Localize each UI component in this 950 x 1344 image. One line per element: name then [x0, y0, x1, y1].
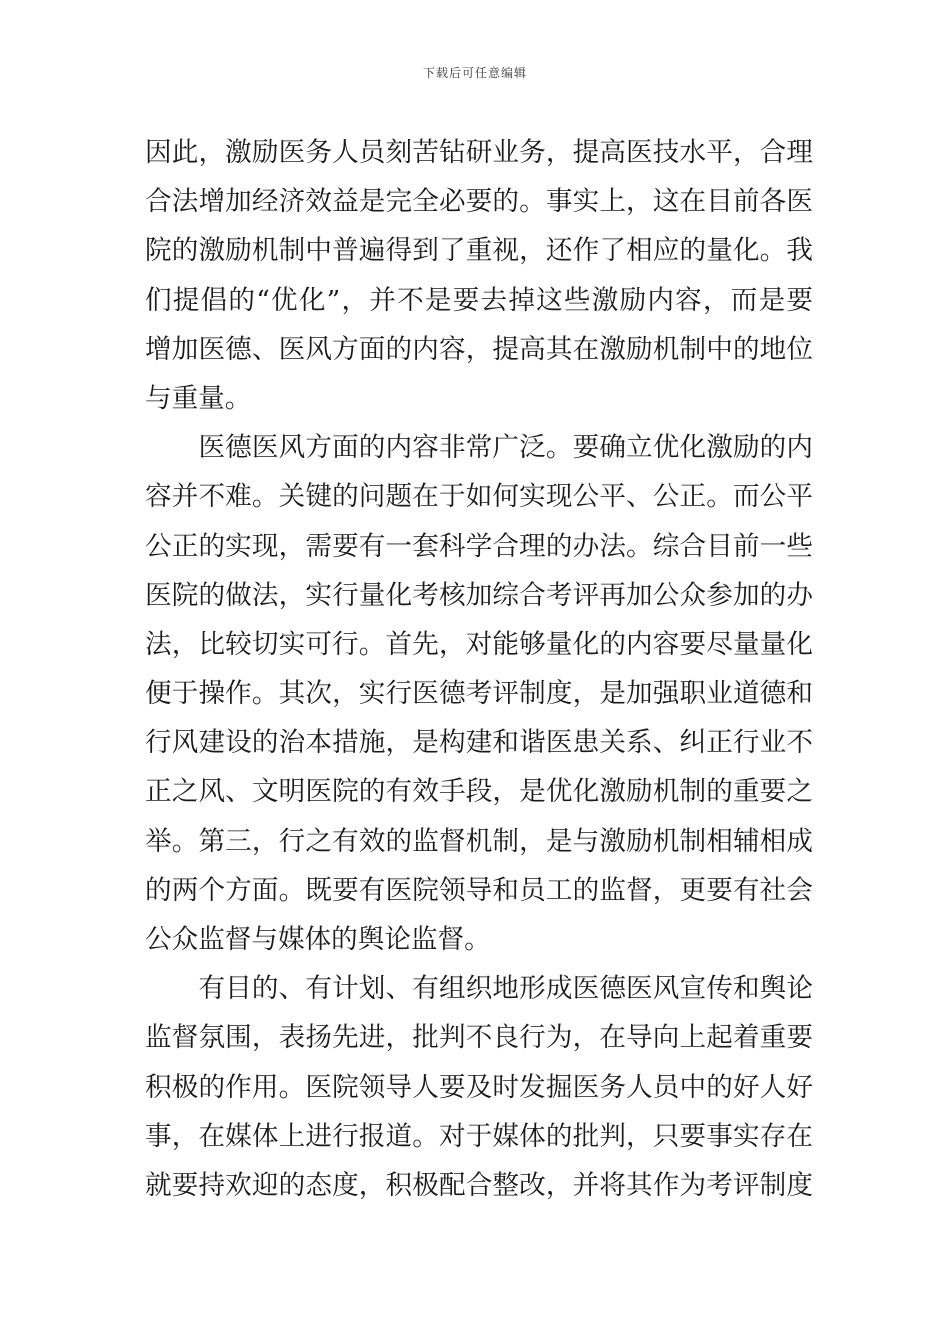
text-line: 公正的实现，需要有一套科学合理的办法。综合目前一些: [145, 530, 813, 562]
text-line: 行风建设的治本措施，是构建和谐医患关系、纠正行业不: [145, 727, 813, 759]
text-line: 与重量。: [145, 382, 252, 414]
text-line: 举。第三，行之有效的监督机制，是与激励机制相辅相成: [145, 825, 813, 857]
paragraph-2: [145, 423, 813, 964]
text-line: 医德医风方面的内容非常广泛。要确立优化激励的内: [145, 432, 813, 464]
paragraph-3: [145, 964, 813, 1210]
text-line: 就要持欢迎的态度，积极配合整改，并将其作为考评制度: [145, 1169, 813, 1201]
text-line: 合法增加经济效益是完全必要的。事实上，这在目前各医: [145, 186, 813, 218]
text-line: 监督氛围，表扬先进，批判不良行为，在导向上起着重要: [145, 1022, 813, 1054]
text-line: 有目的、有计划、有组织地形成医德医风宣传和舆论: [145, 973, 813, 1005]
document-body: [145, 128, 813, 1210]
text-line: 们提倡的“优化”，并不是要去掉这些激励内容，而是要: [145, 284, 813, 316]
text-line: 事，在媒体上进行报道。对于媒体的批判，只要事实存在: [145, 1120, 813, 1152]
text-line: 公众监督与媒体的舆论监督。: [145, 924, 491, 955]
text-line: 院的激励机制中普遍得到了重视，还作了相应的量化。我: [145, 235, 813, 267]
text-line: 积极的作用。医院领导人要及时发掘医务人员中的好人好: [145, 1071, 813, 1103]
text-line: 因此，激励医务人员刻苦钻研业务，提高医技水平，合理: [145, 137, 813, 168]
text-line: 容并不难。关键的问题在于如何实现公平、公正。而公平: [145, 481, 813, 513]
text-line: 医院的做法，实行量化考核加综合考评再加公众参加的办: [145, 579, 813, 611]
paragraph-1: [145, 128, 813, 423]
text-line: 增加医德、医风方面的内容，提高其在激励机制中的地位: [145, 333, 813, 365]
text-line: 便于操作。其次，实行医德考评制度，是加强职业道德和: [145, 678, 813, 710]
text-line: 法，比较切实可行。首先，对能够量化的内容要尽量量化: [145, 628, 813, 660]
page-header: 下载后可任意编辑: [422, 66, 527, 80]
text-line: 正之风、文明医院的有效手段，是优化激励机制的重要之: [145, 776, 813, 808]
text-line: 的两个方面。既要有医院领导和员工的监督，更要有社会: [145, 874, 813, 906]
